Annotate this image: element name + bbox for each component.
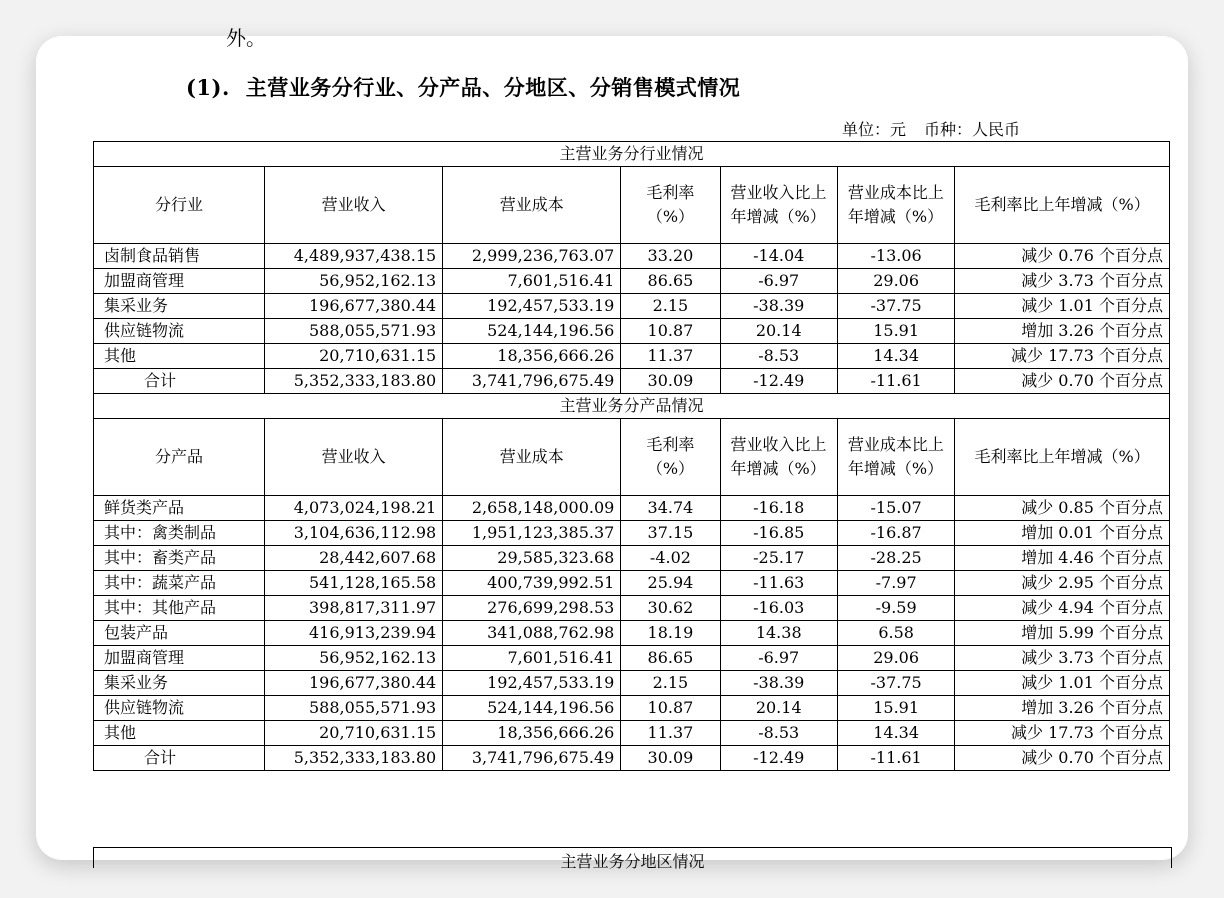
clipped-previous-text: 外。 xyxy=(226,26,266,50)
cell-rev-change: -6.97 xyxy=(720,269,837,294)
cell-margin: 11.37 xyxy=(621,721,720,746)
row-label: 集采业务 xyxy=(94,294,265,319)
cell-rev-change: -16.03 xyxy=(720,596,837,621)
cell-cost: 276,699,298.53 xyxy=(443,596,621,621)
cell-margin: 11.37 xyxy=(621,344,720,369)
table-row xyxy=(94,646,1170,671)
cell-margin-change: 增加 4.46 个百分点 xyxy=(955,546,1170,571)
header-cost: 营业成本 xyxy=(443,419,621,496)
cell-revenue: 588,055,571.93 xyxy=(265,696,443,721)
cell-rev-change: -16.85 xyxy=(720,521,837,546)
cell-rev-change: -11.63 xyxy=(720,571,837,596)
table-row xyxy=(94,621,1170,646)
table-row xyxy=(94,496,1170,521)
total-margin-change: 减少 0.70 个百分点 xyxy=(955,369,1170,394)
row-label: 供应链物流 xyxy=(94,319,265,344)
cell-cost: 7,601,516.41 xyxy=(443,646,621,671)
total-cost-change: -11.61 xyxy=(837,746,954,771)
cell-cost: 341,088,762.98 xyxy=(443,621,621,646)
table-row xyxy=(94,294,1170,319)
cell-cost: 524,144,196.56 xyxy=(443,319,621,344)
table-row xyxy=(94,671,1170,696)
row-label: 包装产品 xyxy=(94,621,265,646)
table-row xyxy=(94,244,1170,269)
cell-rev-change: 20.14 xyxy=(720,696,837,721)
cell-revenue: 588,055,571.93 xyxy=(265,319,443,344)
cell-margin-change: 增加 5.99 个百分点 xyxy=(955,621,1170,646)
cell-margin: 2.15 xyxy=(621,294,720,319)
cell-margin: 33.20 xyxy=(621,244,720,269)
total-margin: 30.09 xyxy=(621,369,720,394)
cell-rev-change: -38.39 xyxy=(720,671,837,696)
header-margin-change: 毛利率比上年增减（%） xyxy=(955,167,1170,244)
cell-cost-change: 29.06 xyxy=(837,646,954,671)
cell-cost-change: -28.25 xyxy=(837,546,954,571)
total-label: 合计 xyxy=(94,746,265,771)
header-label: 分产品 xyxy=(94,419,265,496)
table-row xyxy=(94,344,1170,369)
cell-revenue: 20,710,631.15 xyxy=(265,344,443,369)
total-label: 合计 xyxy=(94,369,265,394)
total-revenue: 5,352,333,183.80 xyxy=(265,746,443,771)
cell-cost-change: -37.75 xyxy=(837,294,954,319)
cell-margin-change: 减少 2.95 个百分点 xyxy=(955,571,1170,596)
cell-cost: 524,144,196.56 xyxy=(443,696,621,721)
cell-margin: 25.94 xyxy=(621,571,720,596)
cell-margin: 10.87 xyxy=(621,319,720,344)
header-cost-change: 营业成本比上年增减（%） xyxy=(837,419,954,496)
total-rev-change: -12.49 xyxy=(720,369,837,394)
cell-rev-change: -14.04 xyxy=(720,244,837,269)
cell-cost-change: -9.59 xyxy=(837,596,954,621)
cell-margin: 37.15 xyxy=(621,521,720,546)
main-business-table xyxy=(93,141,1170,771)
cell-margin: 86.65 xyxy=(621,646,720,671)
cell-revenue: 398,817,311.97 xyxy=(265,596,443,621)
cell-margin-change: 增加 3.26 个百分点 xyxy=(955,319,1170,344)
section-heading xyxy=(186,72,740,102)
cell-cost: 29,585,323.68 xyxy=(443,546,621,571)
header-margin: 毛利率（%） xyxy=(621,167,720,244)
table-row xyxy=(94,521,1170,546)
cell-cost: 192,457,533.19 xyxy=(443,294,621,319)
cell-cost: 400,739,992.51 xyxy=(443,571,621,596)
cell-revenue: 416,913,239.94 xyxy=(265,621,443,646)
cell-margin: 18.19 xyxy=(621,621,720,646)
row-label: 卤制食品销售 xyxy=(94,244,265,269)
document-page xyxy=(36,26,1188,871)
cell-revenue: 3,104,636,112.98 xyxy=(265,521,443,546)
total-cost-change: -11.61 xyxy=(837,369,954,394)
total-margin-change: 减少 0.70 个百分点 xyxy=(955,746,1170,771)
cell-rev-change: 14.38 xyxy=(720,621,837,646)
table-row xyxy=(94,269,1170,294)
cell-rev-change: -8.53 xyxy=(720,344,837,369)
cell-cost: 1,951,123,385.37 xyxy=(443,521,621,546)
row-label: 其中：禽类制品 xyxy=(94,521,265,546)
total-revenue: 5,352,333,183.80 xyxy=(265,369,443,394)
cell-revenue: 541,128,165.58 xyxy=(265,571,443,596)
row-label: 其他 xyxy=(94,721,265,746)
cell-cost: 192,457,533.19 xyxy=(443,671,621,696)
header-margin: 毛利率（%） xyxy=(621,419,720,496)
cell-revenue: 28,442,607.68 xyxy=(265,546,443,571)
cell-cost-change: -15.07 xyxy=(837,496,954,521)
cell-cost-change: -7.97 xyxy=(837,571,954,596)
cell-margin-change: 减少 3.73 个百分点 xyxy=(955,646,1170,671)
cell-rev-change: -16.18 xyxy=(720,496,837,521)
header-row xyxy=(94,167,1170,244)
cell-revenue: 4,489,937,438.15 xyxy=(265,244,443,269)
section-title-row xyxy=(94,394,1170,419)
unit-label: 单位：元 xyxy=(842,120,907,139)
row-label: 其中：蔬菜产品 xyxy=(94,571,265,596)
row-label: 其他 xyxy=(94,344,265,369)
row-label: 加盟商管理 xyxy=(94,269,265,294)
row-label: 供应链物流 xyxy=(94,696,265,721)
cell-revenue: 56,952,162.13 xyxy=(265,269,443,294)
cell-cost-change: 14.34 xyxy=(837,721,954,746)
row-label: 鲜货类产品 xyxy=(94,496,265,521)
cell-rev-change: 20.14 xyxy=(720,319,837,344)
table-body xyxy=(94,142,1170,771)
total-rev-change: -12.49 xyxy=(720,746,837,771)
cell-rev-change: -38.39 xyxy=(720,294,837,319)
row-label: 其中：其他产品 xyxy=(94,596,265,621)
cell-cost: 18,356,666.26 xyxy=(443,344,621,369)
cell-cost: 2,658,148,000.09 xyxy=(443,496,621,521)
table-row xyxy=(94,546,1170,571)
total-row xyxy=(94,746,1170,771)
row-label: 集采业务 xyxy=(94,671,265,696)
row-label: 其中：畜类产品 xyxy=(94,546,265,571)
cell-margin-change: 减少 3.73 个百分点 xyxy=(955,269,1170,294)
table-row xyxy=(94,696,1170,721)
total-row xyxy=(94,369,1170,394)
cell-cost: 18,356,666.26 xyxy=(443,721,621,746)
header-revenue: 营业收入 xyxy=(265,419,443,496)
cell-revenue: 56,952,162.13 xyxy=(265,646,443,671)
cell-margin-change: 增加 3.26 个百分点 xyxy=(955,696,1170,721)
section-title: 主营业务分行业、分产品、分地区、分销售模式情况 xyxy=(245,75,741,100)
cell-margin: 86.65 xyxy=(621,269,720,294)
header-label: 分行业 xyxy=(94,167,265,244)
cell-cost-change: 15.91 xyxy=(837,319,954,344)
unit-note xyxy=(842,117,1020,140)
table-row xyxy=(94,571,1170,596)
cell-margin-change: 减少 0.76 个百分点 xyxy=(955,244,1170,269)
cell-revenue: 20,710,631.15 xyxy=(265,721,443,746)
table-row xyxy=(94,596,1170,621)
cell-margin: 34.74 xyxy=(621,496,720,521)
cell-rev-change: -6.97 xyxy=(720,646,837,671)
section-title-cell: 主营业务分行业情况 xyxy=(94,142,1170,167)
cell-cost-change: -13.06 xyxy=(837,244,954,269)
cell-revenue: 196,677,380.44 xyxy=(265,294,443,319)
cell-margin: -4.02 xyxy=(621,546,720,571)
cell-cost: 2,999,236,763.07 xyxy=(443,244,621,269)
cell-cost-change: 15.91 xyxy=(837,696,954,721)
cell-margin-change: 减少 17.73 个百分点 xyxy=(955,344,1170,369)
header-revenue: 营业收入 xyxy=(265,167,443,244)
header-rev-change: 营业收入比上年增减（%） xyxy=(720,167,837,244)
cell-margin-change: 减少 17.73 个百分点 xyxy=(955,721,1170,746)
cell-cost-change: 14.34 xyxy=(837,344,954,369)
table-row xyxy=(94,721,1170,746)
cell-cost-change: 29.06 xyxy=(837,269,954,294)
header-row xyxy=(94,419,1170,496)
cell-margin: 30.62 xyxy=(621,596,720,621)
total-cost: 3,741,796,675.49 xyxy=(443,369,621,394)
cell-rev-change: -8.53 xyxy=(720,721,837,746)
header-rev-change: 营业收入比上年增减（%） xyxy=(720,419,837,496)
cell-revenue: 4,073,024,198.21 xyxy=(265,496,443,521)
total-margin: 30.09 xyxy=(621,746,720,771)
cell-margin-change: 减少 1.01 个百分点 xyxy=(955,294,1170,319)
header-cost-change: 营业成本比上年增减（%） xyxy=(837,167,954,244)
cell-cost-change: 6.58 xyxy=(837,621,954,646)
currency-label: 币种：人民币 xyxy=(924,120,1021,139)
cell-margin: 2.15 xyxy=(621,671,720,696)
header-cost: 营业成本 xyxy=(443,167,621,244)
cell-cost-change: -37.75 xyxy=(837,671,954,696)
header-margin-change: 毛利率比上年增减（%） xyxy=(955,419,1170,496)
section-title-region: 主营业务分地区情况 xyxy=(93,847,1172,868)
cell-revenue: 196,677,380.44 xyxy=(265,671,443,696)
cell-margin: 10.87 xyxy=(621,696,720,721)
cell-cost-change: -16.87 xyxy=(837,521,954,546)
section-number: (1). xyxy=(186,75,230,100)
cell-margin-change: 减少 1.01 个百分点 xyxy=(955,671,1170,696)
cell-rev-change: -25.17 xyxy=(720,546,837,571)
total-cost: 3,741,796,675.49 xyxy=(443,746,621,771)
cell-cost: 7,601,516.41 xyxy=(443,269,621,294)
cell-margin-change: 减少 0.85 个百分点 xyxy=(955,496,1170,521)
table-row xyxy=(94,319,1170,344)
section-title-row xyxy=(94,142,1170,167)
row-label: 加盟商管理 xyxy=(94,646,265,671)
cell-margin-change: 减少 4.94 个百分点 xyxy=(955,596,1170,621)
section-title-cell: 主营业务分产品情况 xyxy=(94,394,1170,419)
cell-margin-change: 增加 0.01 个百分点 xyxy=(955,521,1170,546)
